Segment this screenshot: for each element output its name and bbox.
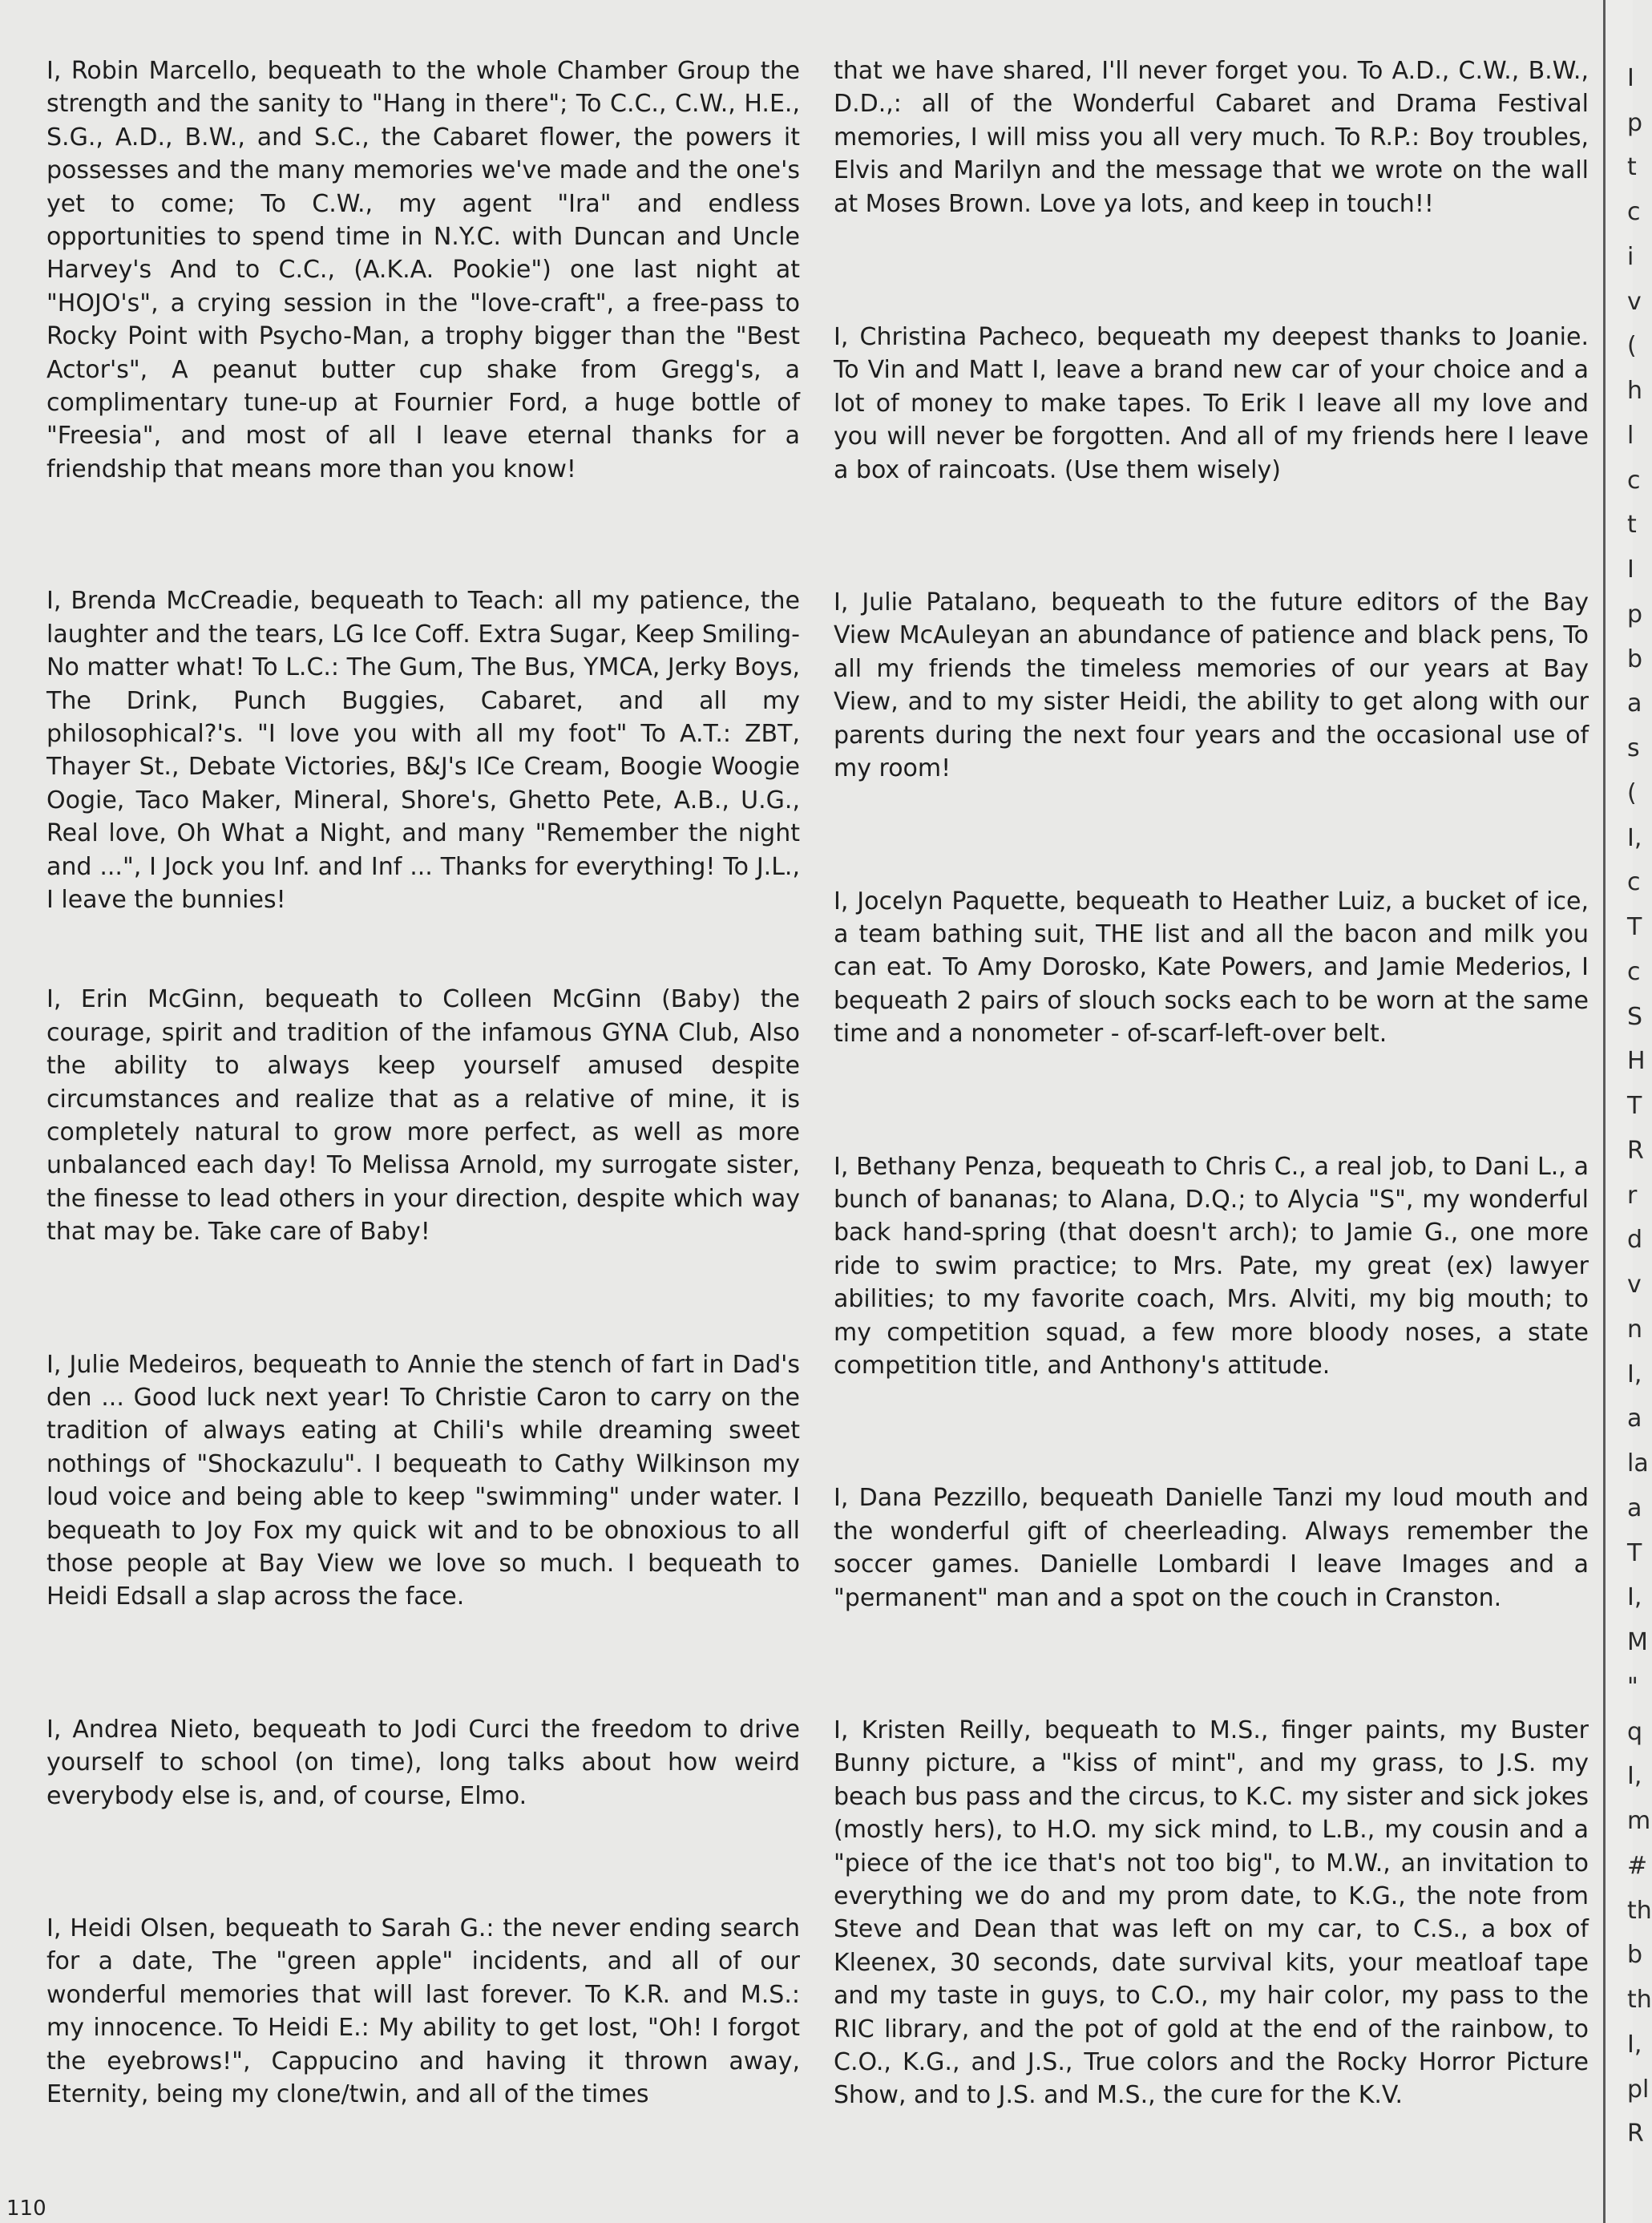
bequest-text: I, Robin Marcello, bequeath to the whole Chamber Group the strength and the sanity to "Hang in there"; To C.C., C.W., H.E., S.G., A.D., B.W., and S.C., the Cabaret flower, the powers it possesses and the many memories we've made and the one's yet to come; To C.W., my agent "Ira" and endless opportunities to spend time in N.Y.C. with Duncan and Uncle Harvey's And to C.C., (A.K.A. Pookie") one last night at "HOJO's", a crying session in the "love-craft", a free-pass to Rocky Point with Psycho-Man, a trophy bigger than the "Best Actor's", A peanut butter cup shake from Gregg's, a complimentary tune-up at Fournier Ford, a huge bottle of "Freesia", and most of all I leave eternal thanks for a friendship that means more than you know! — [46, 57, 800, 483]
fragment-glyph: S — [1627, 1002, 1643, 1031]
fragment-glyph: " — [1627, 1672, 1638, 1701]
fragment-glyph: l — [1627, 421, 1634, 450]
fragment-glyph: b — [1627, 645, 1643, 673]
page-number: 110 — [6, 2197, 46, 2221]
fragment-glyph: d — [1627, 1226, 1643, 1255]
fragment-glyph: c — [1627, 868, 1641, 897]
fragment-glyph: T — [1627, 1092, 1642, 1121]
fragment-glyph: ( — [1627, 332, 1637, 361]
bequest-text: I, Andrea Nieto, bequeath to Jodi Curci the freedom to drive yourself to school (on time), long talks about how weird everybody else is, and, of course, Elmo. — [46, 1715, 800, 1810]
bequest-entry — [834, 1150, 1589, 1383]
bequest-text: I, Brenda McCreadie, bequeath to Teach: all my patience, the laughter and the tears, LG Ice Coff. Extra Sugar, Keep Smiling-No matter what! To L.C.: The Gum, The Bus, YMCA, Jerky Boys, The Drink, Punch Buggies, Cabaret, and all my philosophical?'s. "I love you with all my foot" To A.T.: ZBT, Thayer St., Debate Victories, B&J's ICe Cream, Boogie Woogie Oogie, Taco Maker, Mineral, Shore's, Ghetto Pete, A.B., U.G., Real love, Oh What a Night, and many "Remember the night and ...", I Jock you Inf. and Inf ... Thanks for everything! To J.L., I leave the bunnies! — [46, 587, 800, 914]
fragment-glyph: r — [1627, 1181, 1638, 1210]
bequest-entry — [834, 1714, 1589, 2112]
fragment-glyph: # — [1627, 1851, 1648, 1880]
fragment-glyph: c — [1627, 466, 1641, 495]
fragment-glyph: b — [1627, 1941, 1643, 1970]
right-column — [834, 55, 1589, 2112]
bequest-entry — [834, 321, 1589, 487]
fragment-glyph: I, — [1627, 1360, 1642, 1388]
bequest-text: I, Kristen Reilly, bequeath to M.S., finger paints, my Buster Bunny picture, a "kiss of mint", and my grass, to J.S. my beach bus pass and the circus, to K.C. my sister and sick jokes (mostly hers), to H.O. my sick mind, to L.B., my cousin and a "piece of the ice that's not too big", to M.W., an invitation to everything we do and my prom date, to K.G., the note from Steve and Dean that was left on my car, to C.S., a box of Kleenex, 30 seconds, date survival kits, your meatloaf tape and my taste in guys, to C.O., my hair color, my pass to the RIC library, and the pot of gold at the end of the rainbow, to C.O., K.G., and J.S., True colors and the Rocky Horror Picture Show, and to J.S. and M.S., the cure for the K.V. — [834, 1716, 1589, 2110]
binding-rule — [1603, 0, 1606, 2223]
left-column — [46, 55, 800, 2112]
fragment-glyph: R — [1627, 2120, 1644, 2148]
fragment-glyph: a — [1627, 1493, 1642, 1522]
fragment-glyph: t — [1627, 511, 1637, 540]
fragment-glyph: v — [1627, 287, 1642, 316]
fragment-glyph: th — [1627, 1986, 1652, 2015]
fragment-glyph: H — [1627, 1047, 1646, 1076]
bequest-entry — [834, 885, 1589, 1051]
fragment-glyph: I, — [1627, 823, 1642, 852]
bequest-entry — [46, 55, 800, 486]
bequest-entry — [46, 1912, 800, 2111]
fragment-glyph: I — [1627, 64, 1634, 92]
fragment-glyph: h — [1627, 377, 1643, 406]
fragment-glyph: q — [1627, 1717, 1643, 1746]
fragment-glyph: v — [1627, 1271, 1642, 1299]
bequest-entry — [46, 584, 800, 916]
fragment-glyph: T — [1627, 913, 1642, 942]
bequest-entry — [834, 1481, 1589, 1615]
fragment-glyph: M — [1627, 1628, 1648, 1657]
fragment-glyph: pl — [1627, 2075, 1650, 2104]
fragment-glyph: m — [1627, 1807, 1651, 1836]
bequest-entry — [46, 1713, 800, 1813]
fragment-glyph: t — [1627, 153, 1637, 182]
bequest-text: I, Dana Pezzillo, bequeath Danielle Tanzi my loud mouth and the wonderful gift of cheerleading. Always remember the soccer games. Danielle Lombardi I leave Images and a "permanent" man and a spot on the couch in Cranston. — [834, 1484, 1589, 1612]
bequest-text: I, Christina Pacheco, bequeath my deepest thanks to Joanie. To Vin and Matt I, leave a brand new car of your choice and a lot of money to make tapes. To Erik I leave all my love and you will never be forgotten. And all of my friends here I leave a box of raincoats. (Use them wisely) — [834, 323, 1589, 484]
fragment-glyph: c — [1627, 198, 1641, 227]
bequest-text: I, Erin McGinn, bequeath to Colleen McGinn (Baby) the courage, spirit and tradition of the infamous GYNA Club, Also the ability to always keep yourself amused despite circumstances and realize that as a relative of mine, it is completely natural to grow more perfect, as well as more unbalanced each day! To Melissa Arnold, my surrogate sister, the finesse to lead others in your direction, despite which way that may be. Take care of Baby! — [46, 985, 800, 1247]
adjacent-page-edge — [1603, 0, 1652, 2223]
fragment-glyph: c — [1627, 957, 1641, 986]
bequest-entry — [46, 1348, 800, 1614]
fragment-glyph: s — [1627, 734, 1640, 763]
fragment-glyph: R — [1627, 1136, 1644, 1165]
bequest-entry — [46, 983, 800, 1248]
bequest-text: I, Julie Patalano, bequeath to the future editors of the Bay View McAuleyan an abundance of patience and black pens, To all my friends the timeless memories of our years at Bay View, and to my sister Heidi, the ability to get along with our parents during the next four years and the occasional use of my room! — [834, 588, 1589, 783]
fragment-glyph: I — [1627, 556, 1634, 584]
bequest-text: I, Heidi Olsen, bequeath to Sarah G.: the never ending search for a date, The "green apple" incidents, and all of our wonderful memories that will last forever. To K.R. and M.S.: my innocence. To Heidi E.: My ability to get lost, "Oh! I forgot the eyebrows!", Cappucino and having it thrown away, Eternity, being my clone/twin, and all of the times — [46, 1914, 800, 2109]
fragment-glyph: i — [1627, 242, 1634, 271]
bequest-entry — [834, 586, 1589, 785]
bequest-text: I, Julie Medeiros, bequeath to Annie the stench of fart in Dad's den ... Good luck next year! To Christie Caron to carry on the tradition of always eating at Chili's while dreaming sweet nothings of "Shockazulu". I bequeath to Cathy Wilkinson my loud voice and being able to keep "swimming" under water. I bequeath to Joy Fox my quick wit and to be obnoxious to all those people at Bay View we love so much. I bequeath to Heidi Edsall a slap across the face. — [46, 1350, 800, 1611]
fragment-glyph: I, — [1627, 1583, 1642, 1612]
fragment-glyph: th — [1627, 1896, 1652, 1925]
fragment-glyph: p — [1627, 600, 1643, 629]
fragment-glyph: I, — [1627, 1762, 1642, 1791]
fragment-glyph: T — [1627, 1538, 1642, 1567]
bequest-entry — [834, 55, 1589, 220]
fragment-glyph: p — [1627, 108, 1643, 137]
fragment-glyph: la — [1627, 1449, 1649, 1478]
fragment-glyph: a — [1627, 689, 1642, 718]
bequest-text: that we have shared, I'll never forget you. To A.D., C.W., B.W., D.D.,: all of the Wonderful Cabaret and Drama Festival memories, I will miss you all very much. To R.P.: Boy troubles, Elvis and Marilyn and the message that we wrote on the wall at Moses Brown. Love ya lots, and keep in touch!! — [834, 57, 1589, 218]
fragment-glyph: a — [1627, 1405, 1642, 1433]
bequest-text: I, Jocelyn Paquette, bequeath to Heather Luiz, a bucket of ice, a team bathing suit, THE list and all the bacon and milk you can eat. To Amy Dorosko, Kate Powers, and Jamie Mederios, I bequeath 2 pairs of slouch socks each to be worn at the same time and a nonometer - of-scarf-left-over belt. — [834, 887, 1589, 1049]
fragment-glyph: ( — [1627, 778, 1637, 807]
fragment-glyph: I, — [1627, 2030, 1642, 2059]
bequest-text: I, Bethany Penza, bequeath to Chris C., a real job, to Dani L., a bunch of bananas; to Alana, D.Q.; to Alycia "S", my wonderful back hand-spring (that doesn't arch); to Jamie G., one more ride to swim practice; to Mrs. Pate, my great (ex) lawyer abilities; to my favorite coach, Mrs. Alviti, my big mouth; to my competition squad, a few more bloody noses, a state competition title, and Anthony's attitude. — [834, 1152, 1589, 1380]
fragment-glyph: n — [1627, 1315, 1643, 1344]
